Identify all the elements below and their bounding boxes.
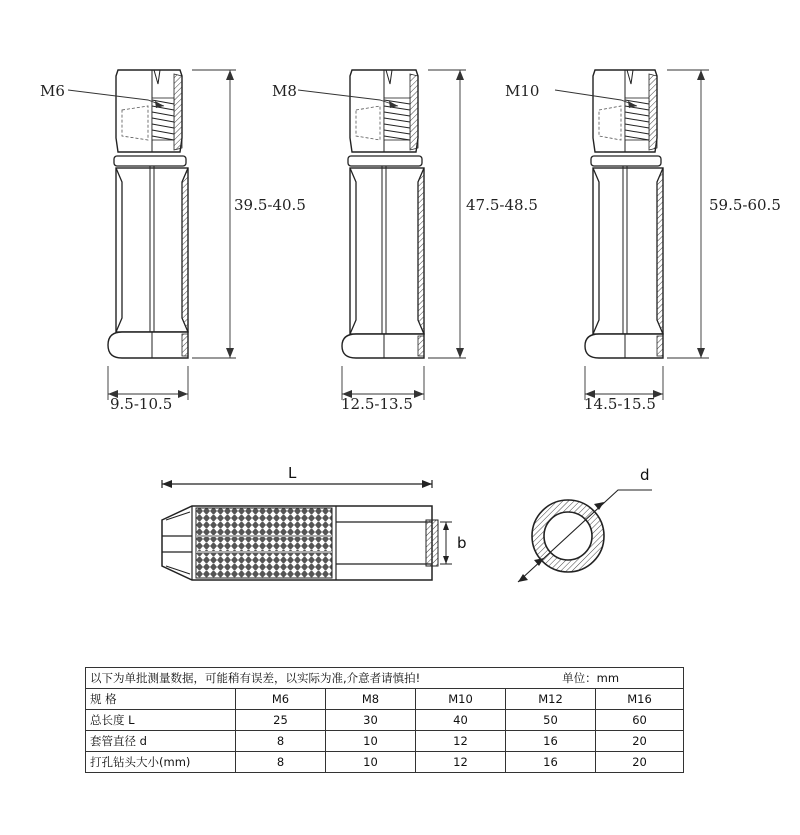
diameter-dim-m8: 12.5-13.5 <box>341 395 413 413</box>
table-cell: 20 <box>596 731 684 752</box>
table-cell: 8 <box>236 731 326 752</box>
table-cell: 10 <box>326 731 416 752</box>
length-label-L: L <box>288 464 297 482</box>
table-note-row <box>86 668 684 689</box>
hole-label-b: b <box>457 534 467 552</box>
anchor-figure-m6 <box>68 70 236 400</box>
header-cell: M10 <box>416 689 506 710</box>
table-cell: 50 <box>506 710 596 731</box>
length-dim-m8: 47.5-48.5 <box>466 196 538 214</box>
table-cell: 8 <box>236 752 326 773</box>
table-cell: 12 <box>416 752 506 773</box>
thread-label-m6: M6 <box>40 82 65 100</box>
table-cell: 10 <box>326 752 416 773</box>
measurement-note: 以下为单批测量数据，可能稍有误差，以实际为准,介意者请慎拍! <box>90 671 421 685</box>
table-cell: 16 <box>506 752 596 773</box>
table-cell: 16 <box>506 731 596 752</box>
table-cell: 12 <box>416 731 506 752</box>
table-cell: 30 <box>326 710 416 731</box>
row-label: 打孔钻头大小(mm) <box>86 752 236 773</box>
header-cell: M16 <box>596 689 684 710</box>
header-cell: M6 <box>236 689 326 710</box>
table-cell: 25 <box>236 710 326 731</box>
diameter-dim-m10: 14.5-15.5 <box>584 395 656 413</box>
diameter-dim-m6: 9.5-10.5 <box>110 395 173 413</box>
thread-label-m10: M10 <box>505 82 540 100</box>
thread-label-m8: M8 <box>272 82 297 100</box>
row-label: 套管直径 d <box>86 731 236 752</box>
table-cell: 60 <box>596 710 684 731</box>
unit-label: 单位：mm <box>562 671 620 685</box>
length-dim-m6: 39.5-40.5 <box>234 196 306 214</box>
header-cell: 规 格 <box>86 689 236 710</box>
table-cell: 20 <box>596 752 684 773</box>
table-row <box>86 710 684 731</box>
spec-table <box>85 667 684 773</box>
side-view-drawing <box>162 480 452 580</box>
row-label: 总长度 L <box>86 710 236 731</box>
anchor-figure-m10 <box>555 70 709 400</box>
diameter-label-d: d <box>640 466 650 484</box>
header-cell: M8 <box>326 689 416 710</box>
table-header-row <box>86 689 684 710</box>
anchor-figure-m8 <box>298 70 466 400</box>
length-dim-m10: 59.5-60.5 <box>709 196 781 214</box>
table-row <box>86 752 684 773</box>
end-view-drawing <box>518 490 652 582</box>
table-row <box>86 731 684 752</box>
table-cell: 40 <box>416 710 506 731</box>
header-cell: M12 <box>506 689 596 710</box>
